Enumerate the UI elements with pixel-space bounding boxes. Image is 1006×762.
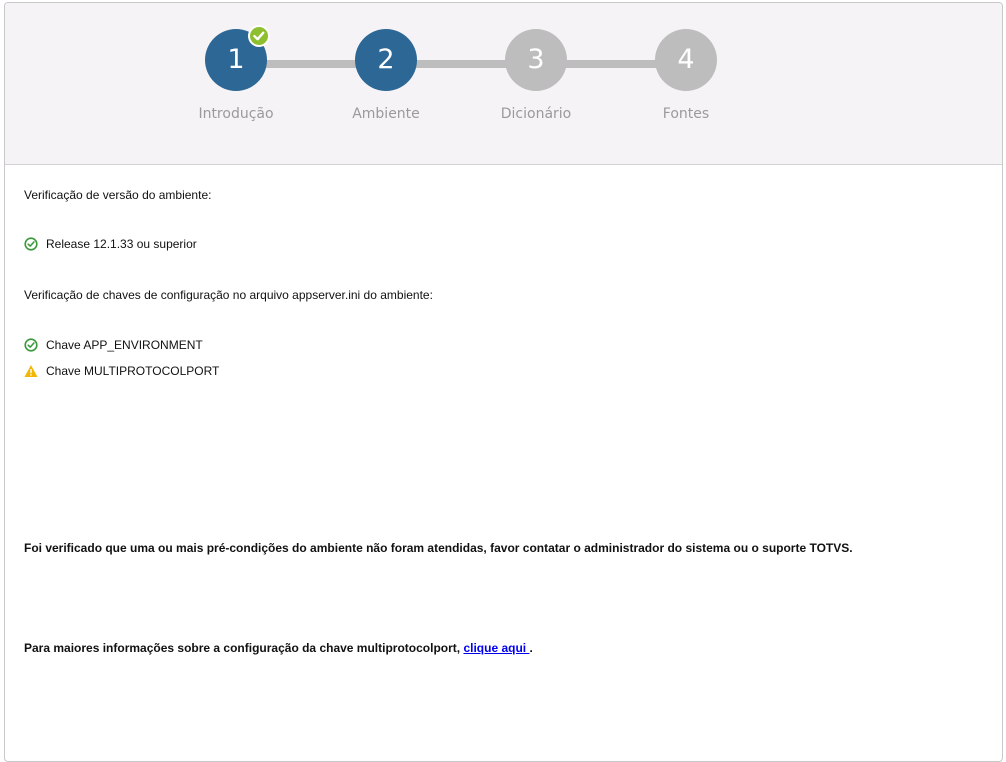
check-circle-icon: [24, 237, 38, 251]
key-check-row: [24, 364, 219, 378]
key-check-text: Chave APP_ENVIRONMENT: [46, 338, 203, 352]
key-check-text: Chave MULTIPROTOCOLPORT: [46, 364, 220, 378]
version-heading: Verificação de versão do ambiente:: [24, 188, 212, 202]
version-check-text: Release 12.1.33 ou superior: [46, 237, 197, 251]
key-check-row: [24, 338, 203, 352]
step-3-label: Dicionário: [500, 106, 572, 122]
keys-heading: Verificação de chaves de configuração no arquivo appserver.ini do ambiente:: [24, 288, 433, 302]
info-prefix: Para maiores informações sobre a configuração da chave multiprotocolport,: [24, 641, 464, 655]
step-4-number: 4: [677, 44, 695, 75]
completed-check-icon: [248, 25, 270, 47]
info-message: [24, 640, 974, 656]
version-check-row: [24, 237, 197, 251]
step-1-label: Introdução: [198, 106, 274, 122]
click-here-link[interactable]: clique aqui: [463, 641, 530, 655]
check-circle-icon: [24, 338, 38, 352]
info-suffix: .: [529, 641, 533, 655]
step-3-circle[interactable]: [505, 29, 567, 91]
step-2-label: Ambiente: [352, 106, 420, 122]
warning-message: Foi verificado que uma ou mais pré-condições do ambiente não foram atendidas, favor contatar o administrador do sistema ou o suporte TOTVS.: [24, 541, 853, 555]
step-4-circle[interactable]: [655, 29, 717, 91]
step-1-number: 1: [227, 44, 245, 75]
step-2-circle[interactable]: [355, 29, 417, 91]
wizard-stepper: [5, 3, 1002, 165]
step-3-number: 3: [527, 44, 545, 75]
step-2-number: 2: [377, 44, 395, 75]
warning-icon: [24, 364, 38, 378]
step-4-label: Fontes: [662, 106, 710, 122]
